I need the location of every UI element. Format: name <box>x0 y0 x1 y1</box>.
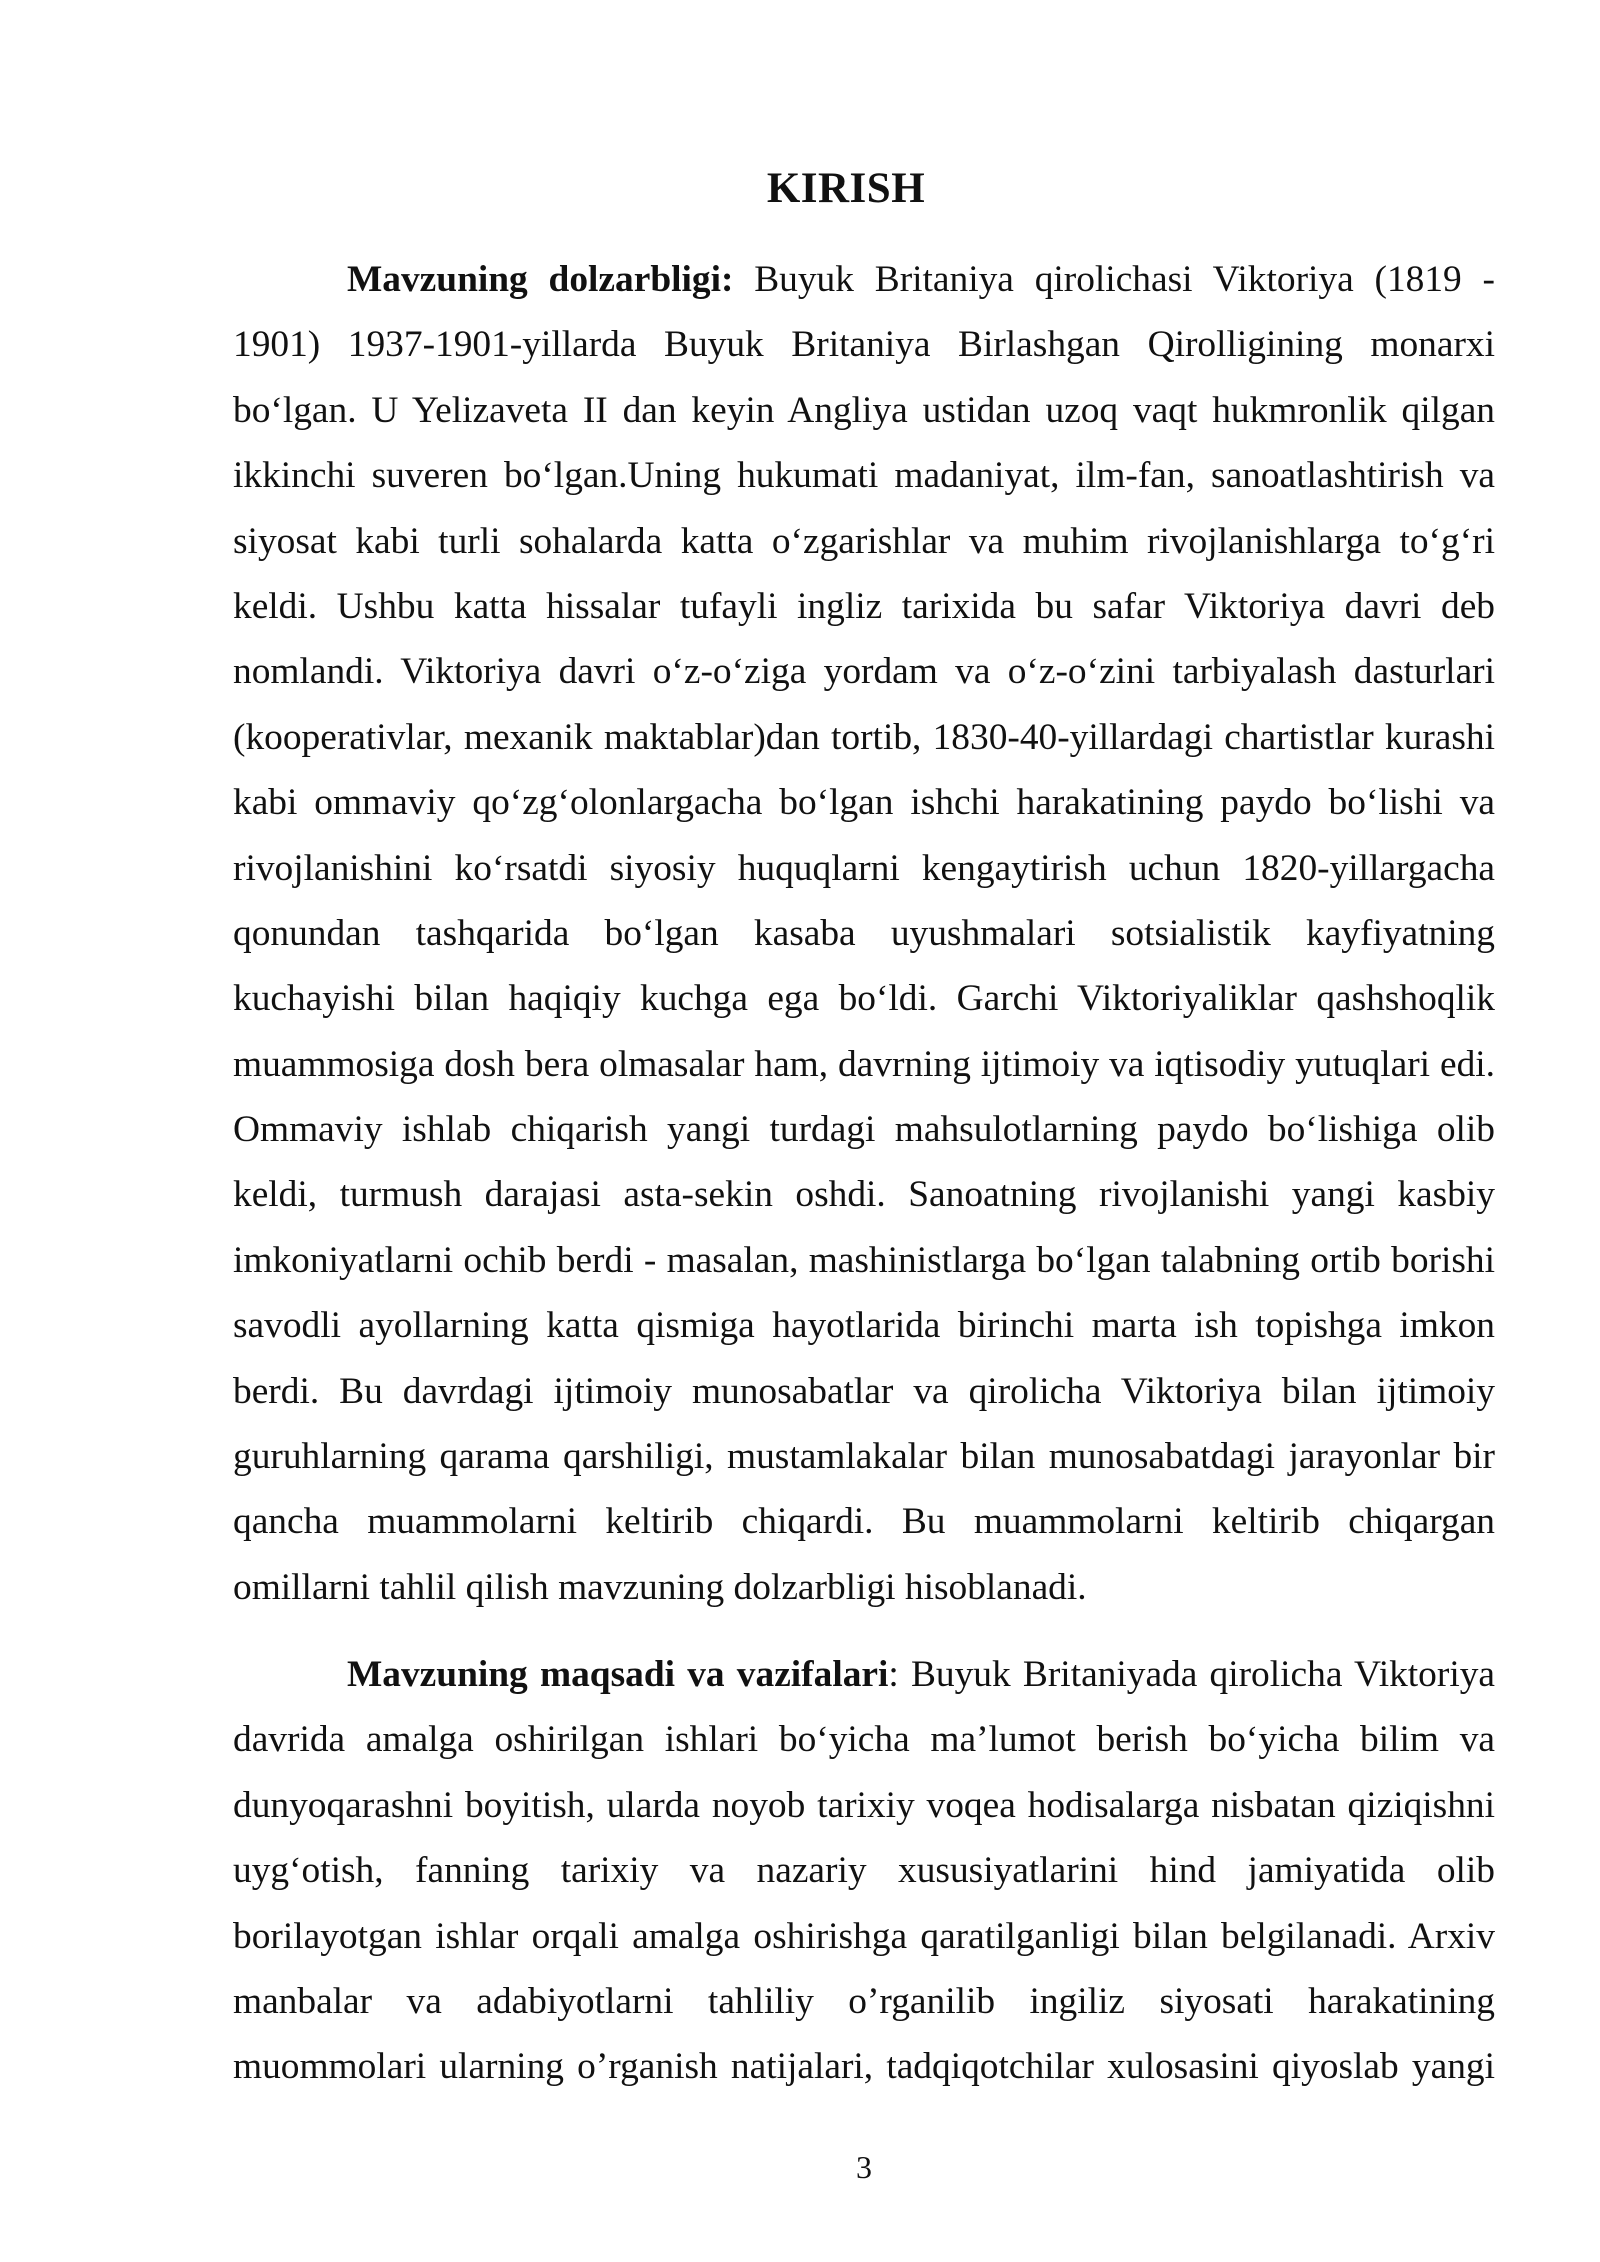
body-line: qonundan tashqarida bo‘lgan kasaba uyushmalari sotsialistik kayfiyatning <box>233 912 1495 954</box>
body-line: omillarni tahlil qilish mavzuning dolzarbligi hisoblanadi. <box>233 1566 1087 1608</box>
body-line: (kooperativlar, mexanik maktablar)dan tortib, 1830-40-yillardagi chartistlar kurashi <box>233 716 1495 758</box>
bold-lead: Mavzuning maqsadi va vazifalari <box>347 1654 889 1695</box>
bold-lead: Mavzuning dolzarbligi: <box>347 259 734 300</box>
body-line: qancha muammolarni keltirib chiqardi. Bu muammolarni keltirib chiqargan <box>233 1501 1495 1543</box>
body-line: siyosat kabi turli sohalarda katta o‘zgarishlar va muhim rivojlanishlarga to‘g‘ri <box>233 520 1495 562</box>
paragraph-goals <box>233 1642 1495 2100</box>
page-heading: KIRISH <box>766 165 926 212</box>
page-number: 3 <box>856 2149 872 2185</box>
body-line: manbalar va adabiyotlarni tahliliy o’rganilib ingiliz siyosati harakatining <box>233 1980 1495 2022</box>
body-line: uyg‘otish, fanning tarixiy va nazariy xususiyatlarini hind jamiyatida olib <box>233 1850 1495 1892</box>
body-line: keldi, turmush darajasi asta-sekin oshdi. Sanoatning rivojlanishi yangi kasbiy <box>233 1174 1495 1216</box>
body-line <box>233 247 1495 312</box>
body-line: muammosiga dosh bera olmasalar ham, davrning ijtimoiy va iqtisodiy yutuqlari edi. <box>233 1043 1495 1085</box>
body-line: 1901) 1937-1901-yillarda Buyuk Britaniya Birlashgan Qirolligining monarxi <box>233 324 1495 366</box>
body-line: keldi. Ushbu katta hissalar tufayli ingliz tarixida bu safar Viktoriya davri deb <box>233 585 1495 627</box>
body-line: berdi. Bu davrdagi ijtimoiy munosabatlar va qirolicha Viktoriya bilan ijtimoiy <box>233 1370 1495 1412</box>
body-line: rivojlanishini ko‘rsatdi siyosiy huquqlarni kengaytirish uchun 1820-yillargacha <box>233 847 1495 889</box>
body-line: bo‘lgan. U Yelizaveta II dan keyin Angliya ustidan uzoq vaqt hukmronlik qilgan <box>233 389 1495 431</box>
body-line: savodli ayollarning katta qismiga hayotlarida birinchi marta ish topishga imkon <box>233 1305 1495 1347</box>
body-line: nomlandi. Viktoriya davri o‘z-o‘ziga yordam va o‘z-o‘zini tarbiyalash dasturlari <box>233 651 1495 693</box>
body-line: davrida amalga oshirilgan ishlari bo‘yicha ma’lumot berish bo‘yicha bilim va <box>233 1719 1495 1761</box>
body-line: ikkinchi suveren bo‘lgan.Uning hukumati madaniyat, ilm-fan, sanoatlashtirish va <box>233 455 1495 497</box>
body-line: borilayotgan ishlar orqali amalga oshirishga qaratilganligi bilan belgilanadi. Arxiv <box>233 1915 1495 1957</box>
line-text: : Buyuk Britaniyada qirolicha Viktoriya <box>888 1654 1495 1695</box>
body-line <box>233 1642 1495 1707</box>
body-line: kabi ommaviy qo‘zg‘olonlargacha bo‘lgan ishchi harakatining paydo bo‘lishi va <box>233 782 1495 824</box>
body-line: dunyoqarashni boyitish, ularda noyob tarixiy voqea hodisalarga nisbatan qiziqishni <box>233 1784 1495 1826</box>
line-text: Buyuk Britaniya qirolichasi Viktoriya (1819 - <box>733 259 1495 300</box>
body-line: muommolari ularning o’rganish natijalari, tadqiqotchilar xulosasini qiyoslab yangi <box>233 2046 1495 2088</box>
body-line: Ommaviy ishlab chiqarish yangi turdagi mahsulotlarning paydo bo‘lishiga olib <box>233 1109 1495 1151</box>
body-line: imkoniyatlarni ochib berdi - masalan, mashinistlarga bo‘lgan talabning ortib borishi <box>233 1239 1495 1281</box>
paragraph-relevance <box>233 247 1495 1620</box>
body-line: guruhlarning qarama qarshiligi, mustamlakalar bilan munosabatdagi jarayonlar bir <box>233 1436 1495 1478</box>
body-line: kuchayishi bilan haqiqiy kuchga ega bo‘ldi. Garchi Viktoriyaliklar qashshoqlik <box>233 978 1495 1020</box>
